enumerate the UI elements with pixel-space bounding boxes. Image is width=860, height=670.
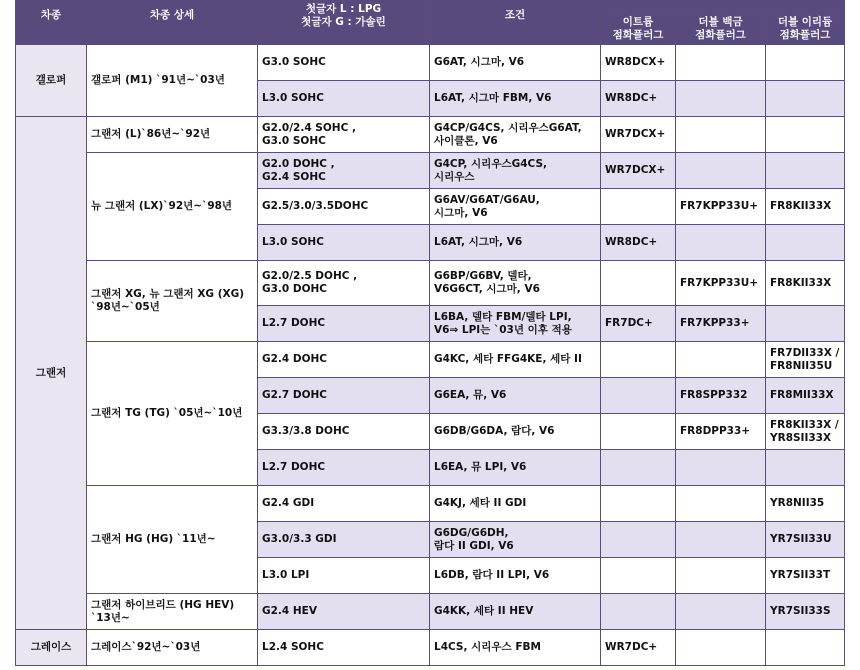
plug1-cell — [601, 378, 676, 414]
plug1-cell: FR7DC+ — [601, 306, 676, 342]
condition-cell — [430, 450, 601, 486]
engine-cell — [258, 594, 430, 630]
col-header-double-platinum: 더블 백금 점화플러그 — [676, 14, 766, 45]
condition-cell — [430, 225, 601, 261]
engine-cell — [258, 189, 430, 225]
plug1-cell: WR7DCX+ — [601, 117, 676, 153]
plug3-cell — [766, 45, 845, 81]
plug1-cell: WR7DCX+ — [601, 153, 676, 189]
plug3-cell: YR7SII33T — [766, 558, 845, 594]
spark-plug-table — [15, 0, 845, 666]
plug3-cell: FR8KII33X / YR8SII33X — [766, 414, 845, 450]
plug2-cell — [676, 45, 766, 81]
plug2-cell — [676, 450, 766, 486]
condition-line: 시리우스 — [434, 170, 475, 183]
condition-cell — [430, 306, 601, 342]
plug2-cell: FR7KPP33+ — [676, 306, 766, 342]
plug3-cell — [766, 117, 845, 153]
table-row — [16, 117, 845, 153]
engine-line: G2.4 HEV — [262, 605, 317, 617]
condition-cell — [430, 342, 601, 378]
engine-cell — [258, 261, 430, 306]
condition-line: G6EA, 뮤, V6 — [434, 389, 507, 401]
engine-header-line-lpg: 첫글자 L : LPG — [305, 2, 382, 15]
col-header-model: 차종 — [16, 0, 87, 45]
plug1-cell — [601, 486, 676, 522]
condition-line: G4KC, 세타 FFG4KE, 세타 II — [434, 353, 582, 365]
plug2-cell: FR8DPP33+ — [676, 414, 766, 450]
plug2-cell: FR8SPP332 — [676, 378, 766, 414]
plug3-cell — [766, 225, 845, 261]
plug2-cell: FR7KPP33U+ — [676, 261, 766, 306]
model-detail-line: `98년~`05년 — [91, 301, 160, 313]
engine-line: G2.0/2.4 SOHC , — [262, 121, 356, 134]
model-detail-line: 그랜저 XG, 뉴 그랜저 XG (XG) — [91, 288, 245, 300]
plug3-cell — [766, 153, 845, 189]
engine-line: L2.7 DOHC — [262, 461, 326, 473]
engine-cell — [258, 558, 430, 594]
condition-line: L6AT, 시그마, V6 — [434, 236, 523, 248]
engine-line: G2.4 DOHC — [262, 353, 328, 365]
plug3-cell: FR8KII33X — [766, 261, 845, 306]
model-detail-cell — [87, 594, 258, 630]
plug1-cell — [601, 450, 676, 486]
model-detail-line: 그랜저 (L)`86년~`92년 — [91, 128, 211, 140]
plug3-cell: FR7DII33X / FR8NII35U — [766, 342, 845, 378]
plug1-cell — [601, 594, 676, 630]
engine-cell — [258, 486, 430, 522]
engine-line: L3.0 SOHC — [262, 92, 324, 104]
condition-line: L6AT, 시그마 FBM, V6 — [434, 92, 552, 104]
engine-cell — [258, 225, 430, 261]
condition-cell — [430, 486, 601, 522]
condition-line: G6DB/G6DA, 람다, V6 — [434, 425, 555, 437]
engine-line: G3.0/3.3 GDI — [262, 533, 337, 545]
engine-line: G2.5/3.0/3.5DOHC — [262, 200, 369, 212]
engine-line: G2.4 GDI — [262, 497, 315, 509]
model-cell: 그레이스 — [16, 630, 87, 666]
engine-cell — [258, 306, 430, 342]
model-detail-cell — [87, 342, 258, 486]
col-header-double-iridium: 더블 이리듐 점화플러그 — [766, 14, 845, 45]
plug2-cell — [676, 81, 766, 117]
model-detail-cell — [87, 117, 258, 153]
plug2-cell — [676, 594, 766, 630]
model-detail-line: 그랜저 HG (HG) `11년~ — [91, 533, 216, 545]
model-detail-line: 그랜저 TG (TG) `05년~`10년 — [91, 407, 243, 419]
condition-cell — [430, 81, 601, 117]
col-header-iridium: 이트륨 점화플러그 — [601, 14, 676, 45]
table-row — [16, 45, 845, 81]
engine-line: G2.7 DOHC — [262, 389, 328, 401]
plug2-cell: FR7KPP33U+ — [676, 189, 766, 225]
engine-line: L2.7 DOHC — [262, 317, 326, 329]
condition-line: 람다 II GDI, V6 — [434, 539, 514, 552]
model-cell: 갤로퍼 — [16, 45, 87, 117]
table-row — [16, 261, 845, 306]
condition-line: V6G6CT, 시그마, V6 — [434, 283, 540, 295]
plug1-cell — [601, 558, 676, 594]
plug3-cell — [766, 306, 845, 342]
model-detail-line: 갤로퍼 (M1) `91년~`03년 — [91, 74, 225, 86]
table-row — [16, 630, 845, 666]
plug2-cell — [676, 117, 766, 153]
engine-cell — [258, 630, 430, 666]
model-detail-line: 뉴 그랜저 (LX)`92년~`98년 — [91, 200, 233, 212]
engine-line: L3.0 LPI — [262, 569, 310, 581]
condition-line: G6BP/G6BV, 델타, — [434, 270, 532, 282]
condition-line: L6EA, 뮤 LPI, V6 — [434, 461, 527, 473]
plug1-cell: WR8DCX+ — [601, 45, 676, 81]
condition-cell — [430, 414, 601, 450]
engine-line: G3.3/3.8 DOHC — [262, 425, 350, 437]
model-detail-cell — [87, 153, 258, 261]
engine-line: G3.0 SOHC — [262, 56, 326, 68]
engine-cell — [258, 117, 430, 153]
condition-line: G4CP/G4CS, 시리우스G6AT, — [434, 121, 582, 134]
engine-cell — [258, 450, 430, 486]
condition-line: G4CP, 시리우스G4CS, — [434, 157, 547, 170]
table-row — [16, 153, 845, 189]
condition-line: L6BA, 델타 FBM/델타 LPI, — [434, 310, 572, 323]
engine-cell — [258, 342, 430, 378]
plug3-cell — [766, 81, 845, 117]
condition-cell — [430, 630, 601, 666]
plug1-cell: WR7DC+ — [601, 630, 676, 666]
model-cell: 그랜저 — [16, 117, 87, 630]
condition-cell — [430, 45, 601, 81]
engine-cell — [258, 81, 430, 117]
model-detail-line: 그랜저 하이브리드 (HG HEV) — [91, 598, 235, 611]
plug2-cell — [676, 225, 766, 261]
engine-cell — [258, 414, 430, 450]
condition-line: G4KJ, 세타 II GDI — [434, 497, 527, 509]
condition-line: V6⇒ LPI는 `03년 이후 적용 — [434, 323, 572, 336]
model-detail-cell — [87, 261, 258, 342]
engine-line: G3.0 SOHC — [262, 134, 326, 147]
condition-cell — [430, 594, 601, 630]
col-header-model-detail: 차종 상세 — [87, 0, 258, 45]
model-detail-line: `13년~ — [91, 611, 130, 624]
plug1-cell: WR8DC+ — [601, 225, 676, 261]
engine-cell — [258, 522, 430, 558]
plug2-cell — [676, 342, 766, 378]
table-row — [16, 342, 845, 378]
table-row — [16, 594, 845, 630]
condition-cell — [430, 558, 601, 594]
model-detail-line: 그레이스`92년~`03년 — [91, 641, 201, 653]
engine-cell — [258, 378, 430, 414]
engine-line: G3.0 DOHC — [262, 283, 328, 295]
condition-line: G4KK, 세타 II HEV — [434, 605, 534, 617]
plug3-cell: YR8NII35 — [766, 486, 845, 522]
plug3-cell — [766, 450, 845, 486]
engine-line: L2.4 SOHC — [262, 641, 324, 653]
condition-line: 시그마, V6 — [434, 206, 488, 219]
engine-header-line-gasoline: 첫글자 G : 가솔린 — [301, 15, 386, 28]
plug3-cell — [766, 630, 845, 666]
plug2-cell — [676, 153, 766, 189]
col-header-condition: 조건 — [430, 0, 601, 45]
plug1-cell — [601, 414, 676, 450]
engine-cell — [258, 45, 430, 81]
model-detail-cell — [87, 630, 258, 666]
table-row — [16, 486, 845, 522]
plug2-cell — [676, 486, 766, 522]
table-body — [16, 45, 845, 666]
condition-line: L4CS, 시리우스 FBM — [434, 641, 541, 653]
condition-cell — [430, 189, 601, 225]
col-header-engine — [258, 0, 430, 45]
plug3-cell: YR7SII33S — [766, 594, 845, 630]
plug3-cell: FR8MII33X — [766, 378, 845, 414]
engine-line: G2.0/2.5 DOHC , — [262, 270, 358, 282]
condition-cell — [430, 261, 601, 306]
condition-cell — [430, 117, 601, 153]
plug2-cell — [676, 522, 766, 558]
engine-line: G2.0 DOHC , — [262, 157, 335, 170]
col-header-plug-group — [601, 0, 845, 14]
plug1-cell — [601, 342, 676, 378]
condition-line: 사이클론, V6 — [434, 134, 498, 147]
engine-line: L3.0 SOHC — [262, 236, 324, 248]
condition-cell — [430, 153, 601, 189]
condition-line: G6DG/G6DH, — [434, 526, 509, 539]
engine-cell — [258, 153, 430, 189]
condition-cell — [430, 378, 601, 414]
plug1-cell — [601, 261, 676, 306]
plug1-cell — [601, 189, 676, 225]
condition-cell — [430, 522, 601, 558]
plug2-cell — [676, 558, 766, 594]
plug2-cell — [676, 630, 766, 666]
model-detail-cell — [87, 486, 258, 594]
model-detail-cell — [87, 45, 258, 117]
condition-line: G6AT, 시그마, V6 — [434, 56, 525, 68]
condition-line: L6DB, 람다 II LPI, V6 — [434, 569, 550, 581]
plug1-cell — [601, 522, 676, 558]
condition-line: G6AV/G6AT/G6AU, — [434, 193, 540, 206]
plug1-cell: WR8DC+ — [601, 81, 676, 117]
plug3-cell: FR8KII33X — [766, 189, 845, 225]
plug3-cell: YR7SII33U — [766, 522, 845, 558]
engine-line: G2.4 SOHC — [262, 170, 326, 183]
